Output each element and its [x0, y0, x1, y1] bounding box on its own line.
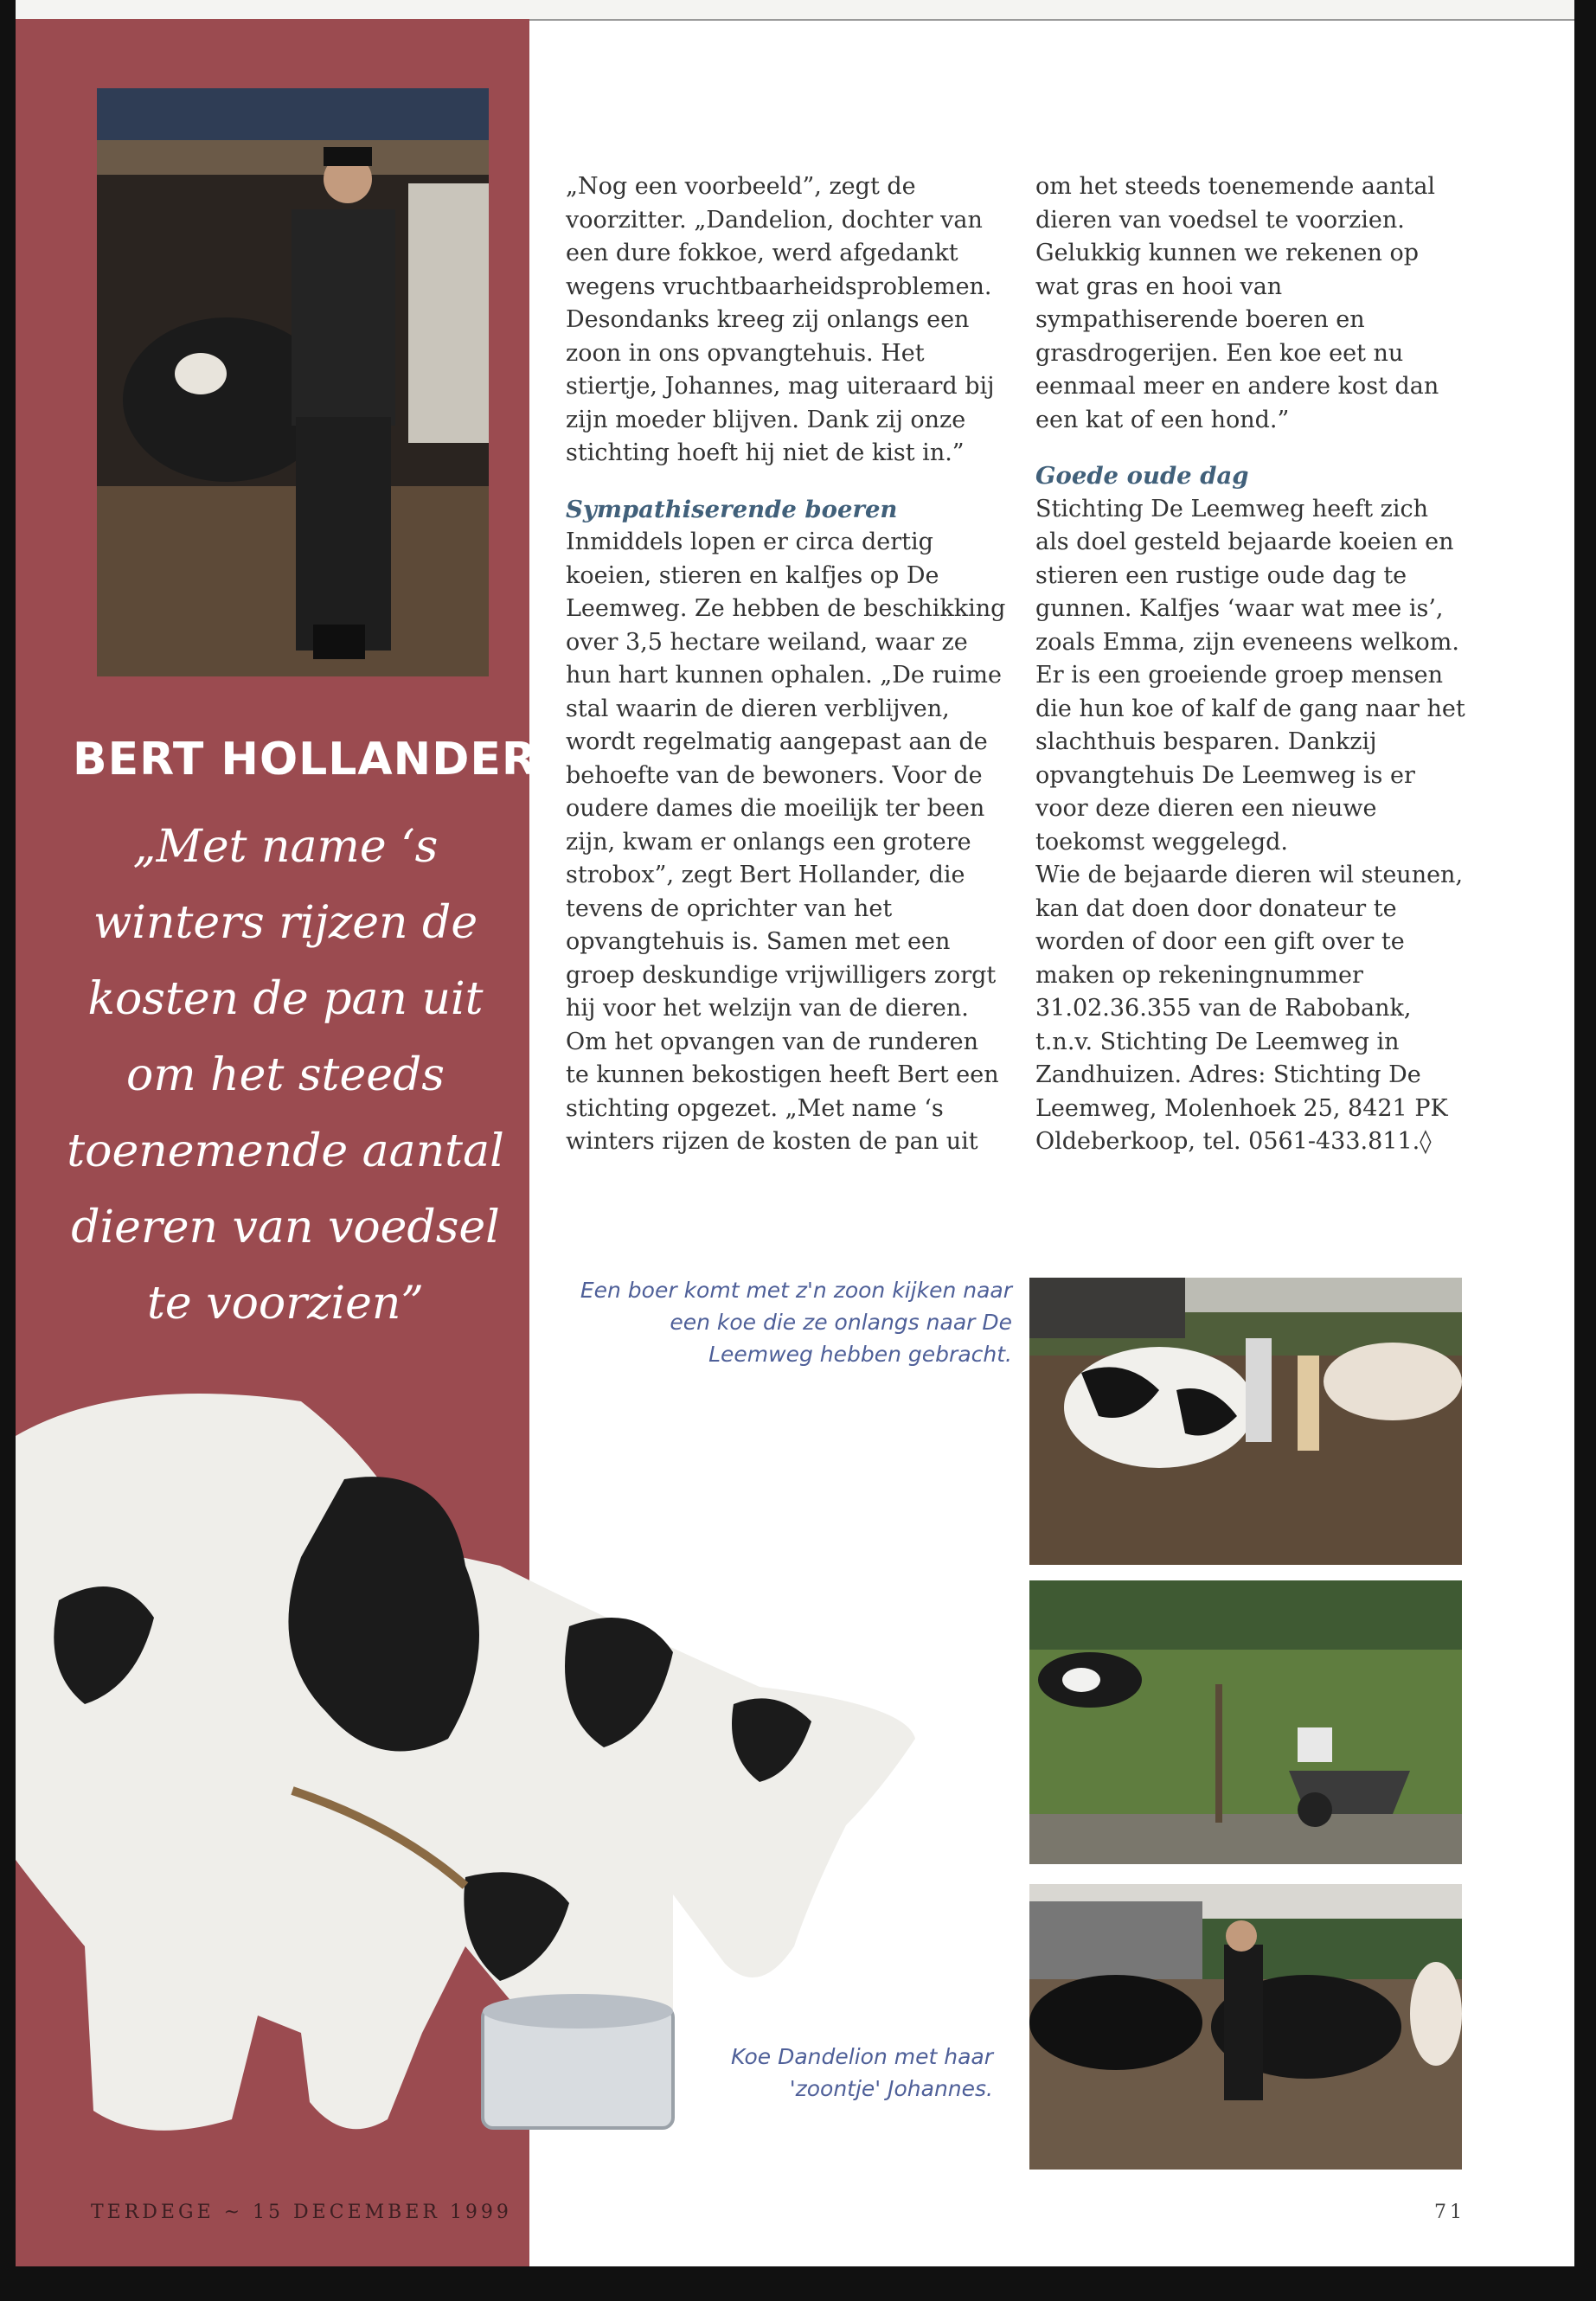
subheading-sympathiserende-boeren: Sympathiserende boeren: [566, 495, 898, 523]
article-column-right: [1035, 170, 1468, 1159]
paragraph: Stichting De Leemweg heeft zich als doel gesteld bejaarde koeien en stieren een rustige oude dag te gunnen. Kalfjes ‘waar wat mee is’, zoals Emma, zijn eveneens welkom. Er is een groeiende groep mensen die hun koe of kalf de gang naar het slachthuis besparen. Dankzij opvangtehuis De Leemweg is er voor deze dieren een nieuwe toekomst weggelegd.: [1035, 495, 1465, 856]
farm-photo-visitors: [1029, 1278, 1462, 1565]
scan-left-edge: [0, 0, 16, 2301]
farm-photo-cow-calf: [1029, 1884, 1462, 2170]
paragraph: Wie de bejaarde dieren wil steunen, kan dat doen door donateur te worden of door een gift over te maken op rekeningnummer 31.02.36.355 van de Rabobank, t.n.v. Stichting De Leemweg in Zandhuizen. Adres: Stichting De Leemweg, Molenhoek 25, 8421 PK Oldeberkoop, tel. 0561-433.811.◊: [1035, 862, 1464, 1155]
subheading-goede-oude-dag: Goede oude dag: [1035, 462, 1249, 490]
article-column-left: [566, 170, 1007, 1159]
scan-right-edge: [1574, 0, 1596, 2301]
paragraph: om het steeds toenemende aantal dieren van voedsel te voorzien. Gelukkig kunnen we rekenen op wat gras en hooi van sympathiserende boeren en grasdrogerijen. Een koe eet nu eenmaal meer en andere kost dan een kat of een hond.”: [1035, 173, 1439, 433]
pull-quote: „Met name ‘s winters rijzen de kosten de pan uit om het steeds toenemende aantal dieren van voedsel te voorzien”: [67, 821, 504, 1330]
scan-top-edge: [0, 0, 1596, 21]
paragraph: „Nog een voorbeeld”, zegt de voorzitter. „Dandelion, dochter van een dure fokkoe, werd afgedankt wegens vruchtbaarheidsproblemen. Desondanks kreeg zij onlangs een zoon in ons opvangtehuis. Het stiertje, Johannes, mag uiteraard bij zijn moeder blijven. Dank zij onze stichting hoeft hij niet de kist in.”: [566, 173, 995, 466]
farm-photo-pasture: [1029, 1580, 1462, 1864]
page-number: 71: [1434, 2202, 1465, 2223]
sidebar-heading: BERT HOLLANDER:: [73, 734, 556, 785]
footer-publication: TERDEGE ~ 15 DECEMBER 1999: [91, 2202, 512, 2223]
caption-bottom: Koe Dandelion met haar 'zoontje' Johannes.: [730, 2044, 993, 2101]
farmer-portrait-photo: [97, 88, 489, 676]
caption-top: Een boer komt met z'n zoon kijken naar een koe die ze onlangs naar De Leemweg hebben gebracht.: [580, 1278, 1012, 1367]
scan-bottom-edge: [0, 2266, 1596, 2301]
cows-cutout-photo: [16, 1341, 915, 2163]
paragraph: Inmiddels lopen er circa dertig koeien, stieren en kalfjes op De Leemweg. Ze hebben de beschikking over 3,5 hectare weiland, waar ze hun hart kunnen ophalen. „De ruime stal waarin de dieren verblijven, wordt regelmatig aangepast aan de behoefte van de bewoners. Voor de oudere dames die moeilijk ter been zijn, kwam er onlangs een grotere strobox”, zegt Bert Hollander, die tevens de oprichter van het opvangtehuis is. Samen met een groep deskundige vrijwilligers zorgt hij voor het welzijn van de dieren. Om het opvangen van de runderen te kunnen bekostigen heeft Bert een stichting opgezet. „Met name ‘s winters rijzen de kosten de pan uit: [566, 529, 1006, 1155]
